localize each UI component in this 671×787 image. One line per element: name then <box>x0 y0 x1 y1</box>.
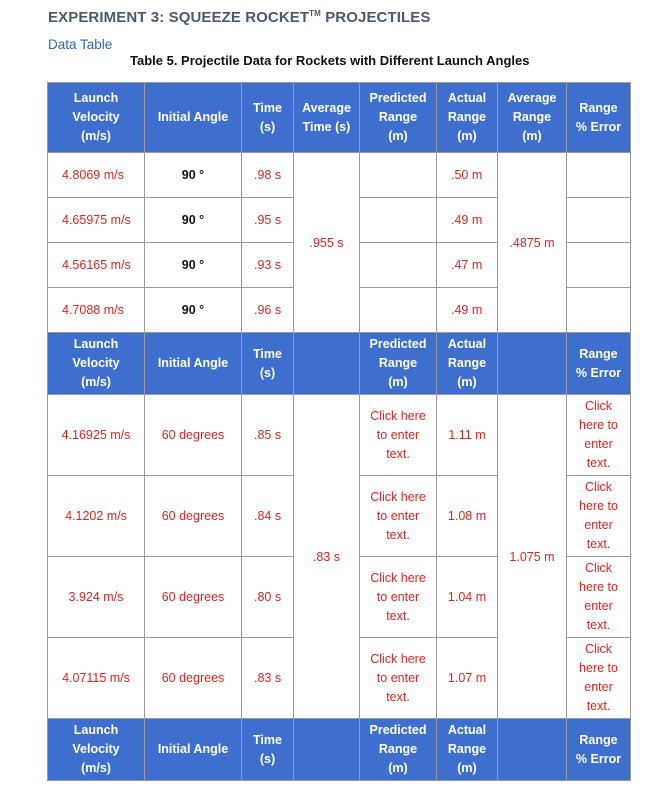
header-average-range: Average Range (m) <box>498 83 567 153</box>
time-cell: .83 s <box>242 638 294 719</box>
average-range-cell: 1.075 m <box>498 395 567 719</box>
table-row <box>48 153 631 198</box>
angle-cell: 90 ° <box>145 153 242 198</box>
section-subtitle: Data Table <box>48 37 113 52</box>
actual-range-cell: 1.11 m <box>437 395 498 476</box>
angle-cell: 90 ° <box>145 198 242 243</box>
average-range-cell: .4875 m <box>498 153 567 333</box>
time-cell: .80 s <box>242 557 294 638</box>
actual-range-cell: 1.04 m <box>437 557 498 638</box>
header-average-time-empty <box>294 333 360 395</box>
actual-range-cell: .49 m <box>437 288 498 333</box>
table-row <box>48 395 631 476</box>
range-error-cell[interactable] <box>567 198 631 243</box>
velocity-cell: 4.56165 m/s <box>48 243 145 288</box>
header-predicted-range: Predicted Range (m) <box>360 333 437 395</box>
time-cell: .95 s <box>242 198 294 243</box>
range-error-placeholder[interactable]: Click here to enter text. <box>567 476 631 557</box>
header-row-1 <box>48 83 631 153</box>
header-launch-velocity: Launch Velocity (m/s) <box>48 333 145 395</box>
time-cell: .96 s <box>242 288 294 333</box>
angle-cell: 60 degrees <box>145 557 242 638</box>
angle-cell: 60 degrees <box>145 395 242 476</box>
header-actual-range: Actual Range (m) <box>437 333 498 395</box>
velocity-cell: 4.65975 m/s <box>48 198 145 243</box>
velocity-cell: 4.16925 m/s <box>48 395 145 476</box>
header-average-range-empty <box>498 719 567 781</box>
velocity-cell: 3.924 m/s <box>48 557 145 638</box>
header-average-time-empty <box>294 719 360 781</box>
header-average-range-empty <box>498 333 567 395</box>
header-range-error: Range % Error <box>567 333 631 395</box>
predicted-range-cell[interactable] <box>360 153 437 198</box>
header-range-error: Range % Error <box>567 83 631 153</box>
predicted-range-cell[interactable] <box>360 243 437 288</box>
predicted-range-placeholder[interactable]: Click here to enter text. <box>360 395 437 476</box>
average-time-cell: .955 s <box>294 153 360 333</box>
header-row-3 <box>48 719 631 781</box>
predicted-range-placeholder[interactable]: Click here to enter text. <box>360 557 437 638</box>
header-initial-angle: Initial Angle <box>145 83 242 153</box>
range-error-placeholder[interactable]: Click here to enter text. <box>567 638 631 719</box>
predicted-range-placeholder[interactable]: Click here to enter text. <box>360 476 437 557</box>
time-cell: .85 s <box>242 395 294 476</box>
actual-range-cell: 1.07 m <box>437 638 498 719</box>
actual-range-cell: .47 m <box>437 243 498 288</box>
time-cell: .84 s <box>242 476 294 557</box>
predicted-range-cell[interactable] <box>360 288 437 333</box>
angle-cell: 60 degrees <box>145 476 242 557</box>
page-title: EXPERIMENT 3: SQUEEZE ROCKET™ PROJECTILES <box>48 9 431 26</box>
header-range-error: Range % Error <box>567 719 631 781</box>
predicted-range-cell[interactable] <box>360 198 437 243</box>
header-average-time: Average Time (s) <box>294 83 360 153</box>
velocity-cell: 4.1202 m/s <box>48 476 145 557</box>
header-launch-velocity: Launch Velocity (m/s) <box>48 719 145 781</box>
time-cell: .93 s <box>242 243 294 288</box>
velocity-cell: 4.07115 m/s <box>48 638 145 719</box>
header-initial-angle: Initial Angle <box>145 333 242 395</box>
range-error-placeholder[interactable]: Click here to enter text. <box>567 395 631 476</box>
average-time-cell: .83 s <box>294 395 360 719</box>
range-error-placeholder[interactable]: Click here to enter text. <box>567 557 631 638</box>
header-row-2 <box>48 333 631 395</box>
velocity-cell: 4.8069 m/s <box>48 153 145 198</box>
actual-range-cell: .49 m <box>437 198 498 243</box>
range-error-cell[interactable] <box>567 243 631 288</box>
header-predicted-range: Predicted Range (m) <box>360 719 437 781</box>
actual-range-cell: .50 m <box>437 153 498 198</box>
table-caption: Table 5. Projectile Data for Rockets with Different Launch Angles <box>130 53 530 68</box>
time-cell: .98 s <box>242 153 294 198</box>
predicted-range-placeholder[interactable]: Click here to enter text. <box>360 638 437 719</box>
header-time: Time (s) <box>242 719 294 781</box>
angle-cell: 90 ° <box>145 288 242 333</box>
header-initial-angle: Initial Angle <box>145 719 242 781</box>
range-error-cell[interactable] <box>567 153 631 198</box>
header-actual-range: Actual Range (m) <box>437 83 498 153</box>
velocity-cell: 4.7088 m/s <box>48 288 145 333</box>
header-launch-velocity: Launch Velocity (m/s) <box>48 83 145 153</box>
projectile-data-table <box>47 82 631 781</box>
header-predicted-range: Predicted Range (m) <box>360 83 437 153</box>
angle-cell: 90 ° <box>145 243 242 288</box>
angle-cell: 60 degrees <box>145 638 242 719</box>
header-time: Time (s) <box>242 333 294 395</box>
range-error-cell[interactable] <box>567 288 631 333</box>
header-actual-range: Actual Range (m) <box>437 719 498 781</box>
header-time: Time (s) <box>242 83 294 153</box>
actual-range-cell: 1.08 m <box>437 476 498 557</box>
